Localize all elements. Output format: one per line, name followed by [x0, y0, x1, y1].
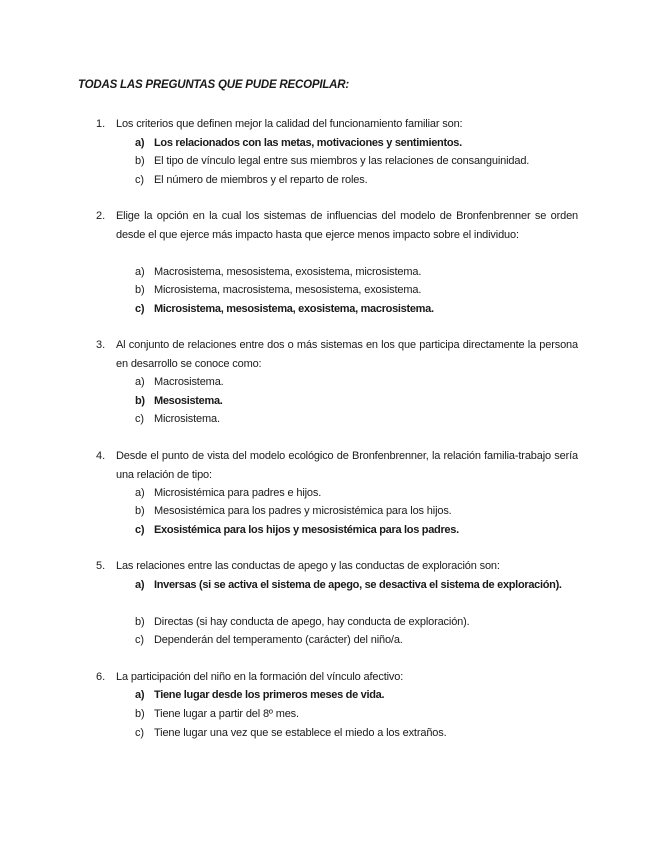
option-text: Macrosistema.: [154, 376, 224, 388]
option-letter: b): [135, 395, 145, 407]
option-letter: a): [135, 487, 145, 499]
question-text: Elige la opción en la cual los sistemas de influencias del modelo de Bronfenbrenner se orden desde el que ejerce más impacto hasta que ejerce menos impacto sobre el individuo:: [116, 210, 578, 241]
question-number: 5.: [96, 560, 106, 572]
answer-option-correct: [135, 134, 578, 153]
option-letter: c): [135, 634, 144, 646]
option-text: Dependerán del temperamento (carácter) del niño/a.: [154, 634, 403, 646]
option-text: Microsistema, mesosistema, exosistema, macrosistema.: [154, 303, 434, 315]
option-text: Exosistémica para los hijos y mesosistémica para los padres.: [154, 524, 459, 536]
option-text: Microsistémica para padres e hijos.: [154, 487, 322, 499]
option-letter: c): [135, 524, 145, 536]
option-letter: b): [135, 155, 145, 167]
answer-option: [135, 705, 578, 724]
answer-option: [135, 484, 578, 503]
answer-option: [135, 613, 578, 632]
option-letter: b): [135, 505, 145, 517]
option-text: Tiene lugar una vez que se establece el miedo a los extraños.: [154, 727, 447, 739]
option-text: Los relacionados con las metas, motivaciones y sentimientos.: [154, 137, 462, 149]
answer-option-correct: [135, 392, 578, 411]
answer-option: [135, 502, 578, 521]
answer-option-correct: [135, 521, 578, 540]
question-number: 4.: [96, 450, 106, 462]
option-text: Tiene lugar desde los primeros meses de vida.: [154, 689, 385, 701]
option-text: Inversas (si se activa el sistema de apego, se desactiva el sistema de exploración).: [154, 579, 562, 591]
answer-option-correct: [135, 300, 578, 319]
answer-option: [135, 171, 578, 190]
option-letter: a): [135, 137, 145, 149]
option-text: Microsistema.: [154, 413, 220, 425]
option-text: El número de miembros y el reparto de roles.: [154, 174, 368, 186]
answer-option: [135, 410, 578, 429]
document-title: TODAS LAS PREGUNTAS QUE PUDE RECOPILAR:: [78, 79, 349, 91]
option-letter: c): [135, 174, 144, 186]
answer-option: [135, 263, 578, 282]
option-letter: b): [135, 708, 145, 720]
option-text: Mesosistémica para los padres y microsistémica para los hijos.: [154, 505, 452, 517]
question-number: 1.: [96, 118, 106, 130]
option-letter: c): [135, 413, 144, 425]
answer-option: [135, 281, 578, 300]
option-letter: a): [135, 689, 145, 701]
answer-option: [135, 152, 578, 171]
question-number: 6.: [96, 671, 106, 683]
question-text: Al conjunto de relaciones entre dos o más sistemas en los que participa directamente la persona en desarrollo se conoce como:: [116, 339, 578, 370]
option-text: Mesosistema.: [154, 395, 223, 407]
question-text: Desde el punto de vista del modelo ecológico de Bronfenbrenner, la relación familia-trabajo sería una relación de tipo:: [116, 450, 578, 481]
option-letter: a): [135, 376, 145, 388]
option-letter: a): [135, 579, 145, 591]
answer-option: [135, 373, 578, 392]
question-number: 2.: [96, 210, 106, 222]
question-text: La participación del niño en la formación del vínculo afectivo:: [116, 671, 404, 683]
question-text: Las relaciones entre las conductas de apego y las conductas de exploración son:: [116, 560, 500, 572]
answer-option-correct: [135, 686, 578, 705]
option-text: El tipo de vínculo legal entre sus miembros y las relaciones de consanguinidad.: [154, 155, 530, 167]
question-number: 3.: [96, 339, 106, 351]
option-letter: b): [135, 616, 145, 628]
answer-option: [135, 724, 578, 743]
option-letter: a): [135, 266, 145, 278]
option-text: Macrosistema, mesosistema, exosistema, microsistema.: [154, 266, 422, 278]
option-letter: b): [135, 284, 145, 296]
question-text: Los criterios que definen mejor la calidad del funcionamiento familiar son:: [116, 118, 463, 130]
answer-option-correct: [135, 576, 578, 595]
option-letter: c): [135, 727, 144, 739]
option-letter: c): [135, 303, 145, 315]
option-text: Directas (si hay conducta de apego, hay conducta de exploración).: [154, 616, 470, 628]
option-text: Microsistema, macrosistema, mesosistema, exosistema.: [154, 284, 422, 296]
option-text: Tiene lugar a partir del 8º mes.: [154, 708, 299, 720]
answer-option: [135, 631, 578, 650]
